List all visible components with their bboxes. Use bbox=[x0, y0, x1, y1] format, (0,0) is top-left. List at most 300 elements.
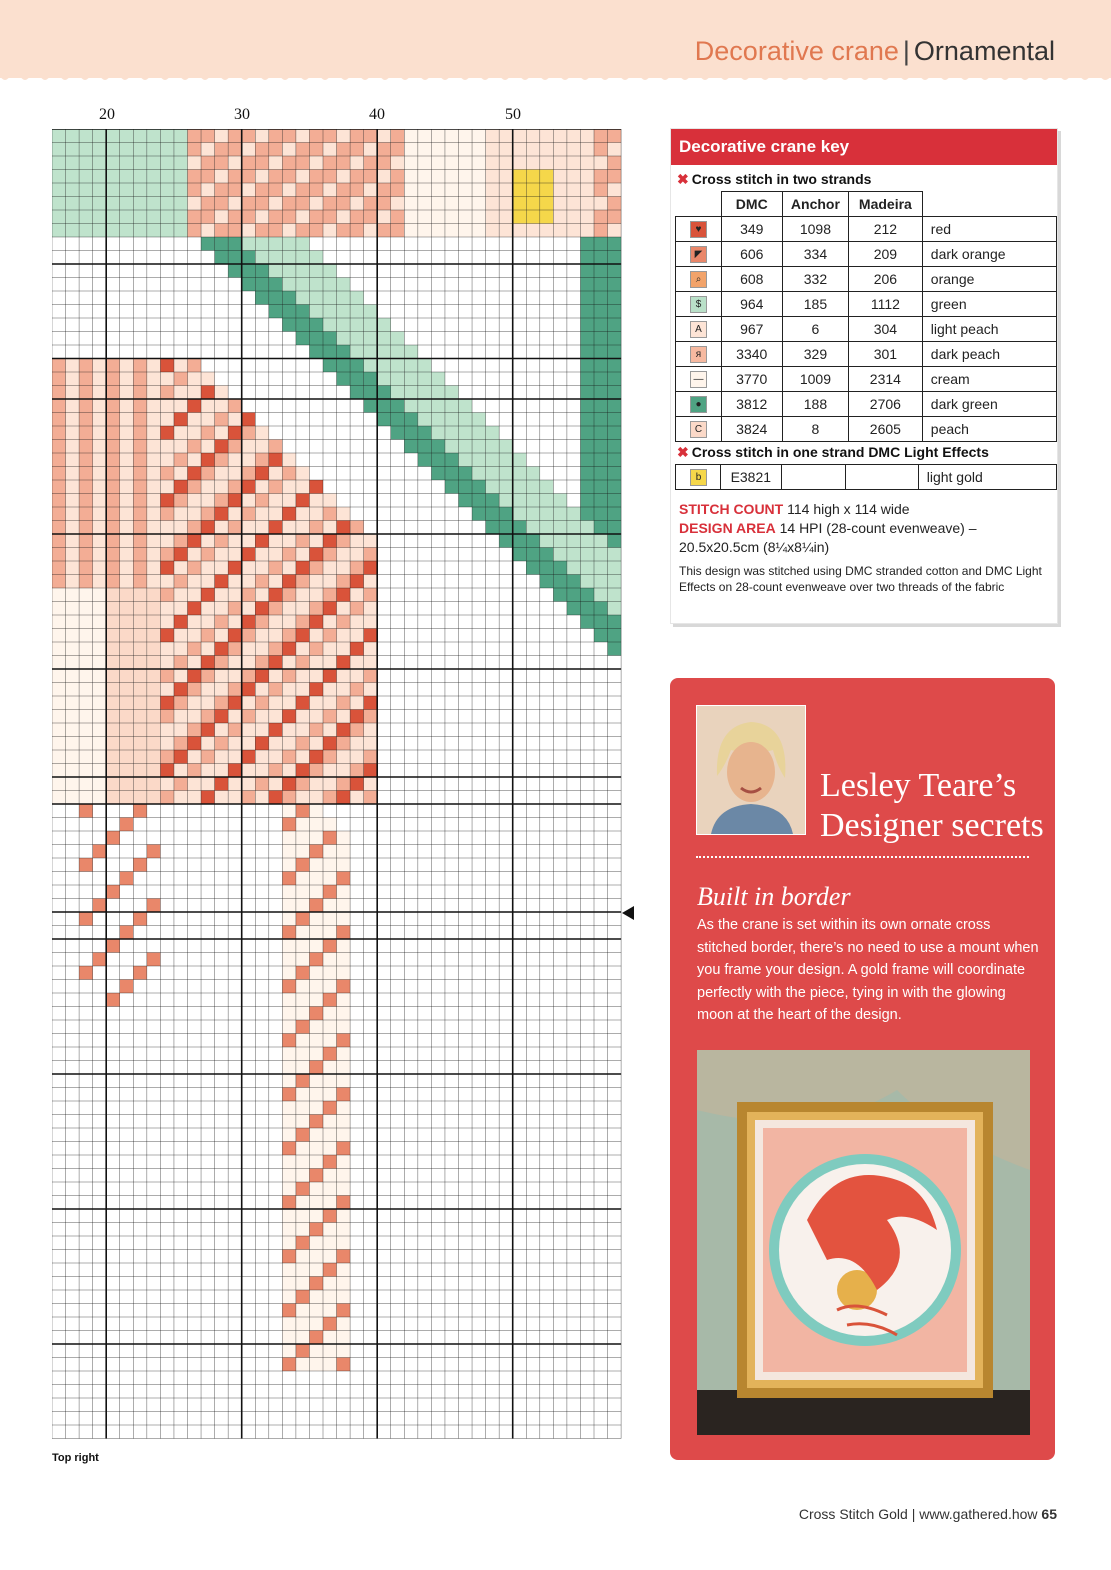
stitch-cell bbox=[228, 224, 242, 238]
orange-swatch: ⌕ bbox=[690, 271, 707, 288]
stitch-cell bbox=[540, 224, 554, 238]
stitch-cell bbox=[174, 669, 188, 683]
stitch-cell bbox=[337, 993, 351, 1007]
dark-peach-swatch: я bbox=[690, 346, 707, 363]
stitch-cell bbox=[309, 1317, 323, 1331]
stitch-cell bbox=[133, 197, 147, 211]
stitch-cell bbox=[147, 534, 161, 548]
stitch-cell bbox=[337, 1088, 351, 1102]
stitch-cell bbox=[323, 1223, 337, 1237]
stitch-cell bbox=[309, 858, 323, 872]
stitch-cell bbox=[79, 224, 93, 238]
stitch-cell bbox=[133, 912, 147, 926]
stitch-cell bbox=[106, 129, 120, 143]
stitch-cell bbox=[594, 629, 608, 643]
stitch-cell bbox=[215, 521, 229, 535]
stitch-cell bbox=[133, 791, 147, 805]
stitch-cell bbox=[309, 1007, 323, 1021]
stitch-cell bbox=[282, 129, 296, 143]
stitch-cell bbox=[93, 224, 107, 238]
stitch-cell bbox=[323, 1250, 337, 1264]
stitch-cell bbox=[608, 332, 622, 346]
key-dmc-cell: 967 bbox=[721, 317, 782, 342]
stitch-cell bbox=[269, 278, 283, 292]
stitch-cell bbox=[282, 966, 296, 980]
stitch-cell bbox=[242, 521, 256, 535]
stitch-cell bbox=[106, 170, 120, 184]
stitch-cell bbox=[174, 386, 188, 400]
stitch-cell bbox=[188, 494, 202, 508]
stitch-cell bbox=[580, 480, 594, 494]
stitch-cell bbox=[296, 791, 310, 805]
stitch-cell bbox=[337, 1196, 351, 1210]
stitch-cell bbox=[66, 575, 80, 589]
stitch-cell bbox=[147, 413, 161, 427]
stitch-cell bbox=[282, 1155, 296, 1169]
stitch-cell bbox=[269, 588, 283, 602]
stitch-cell bbox=[93, 156, 107, 170]
stitch-cell bbox=[404, 129, 418, 143]
stitch-cell bbox=[174, 696, 188, 710]
stitch-cell bbox=[120, 440, 134, 454]
stitch-cell bbox=[188, 183, 202, 197]
stitch-cell bbox=[364, 750, 378, 764]
stitch-cell bbox=[242, 183, 256, 197]
stitch-cell bbox=[377, 170, 391, 184]
stitch-cell bbox=[242, 575, 256, 589]
stitch-cell bbox=[255, 656, 269, 670]
stitch-cell bbox=[608, 575, 622, 589]
stitch-cell bbox=[282, 1115, 296, 1129]
stitch-cell bbox=[160, 156, 174, 170]
stitch-cell bbox=[174, 224, 188, 238]
stitch-cell bbox=[201, 386, 215, 400]
stitch-cell bbox=[120, 750, 134, 764]
stitch-cell bbox=[147, 953, 161, 967]
stitch-cell bbox=[269, 723, 283, 737]
stitch-cell bbox=[52, 642, 66, 656]
stitch-cell bbox=[594, 494, 608, 508]
stitch-cell bbox=[201, 791, 215, 805]
stitch-cell bbox=[66, 170, 80, 184]
stitch-cell bbox=[79, 669, 93, 683]
stitch-cell bbox=[323, 1277, 337, 1291]
stitch-cell bbox=[120, 615, 134, 629]
stitch-cell bbox=[323, 1236, 337, 1250]
stitch-cell bbox=[255, 750, 269, 764]
stitch-cell bbox=[188, 602, 202, 616]
stitch-cell bbox=[242, 278, 256, 292]
key-madeira-cell: 209 bbox=[848, 242, 922, 267]
stitch-cell bbox=[106, 480, 120, 494]
stitch-cell bbox=[553, 129, 567, 143]
stitch-cell bbox=[445, 440, 459, 454]
stitch-cell bbox=[594, 264, 608, 278]
stitch-cell bbox=[540, 507, 554, 521]
stitch-cell bbox=[79, 426, 93, 440]
stitch-cell bbox=[296, 872, 310, 886]
stitch-cell bbox=[323, 858, 337, 872]
stitch-cell bbox=[364, 224, 378, 238]
stitch-cell bbox=[472, 467, 486, 481]
stitch-cell bbox=[282, 831, 296, 845]
stitch-cell bbox=[282, 899, 296, 913]
stitch-cell bbox=[174, 197, 188, 211]
key-swatch-cell bbox=[676, 317, 722, 342]
stitch-cell bbox=[309, 561, 323, 575]
stitch-cell bbox=[499, 440, 513, 454]
stitch-cell bbox=[296, 1209, 310, 1223]
stitch-cell bbox=[147, 480, 161, 494]
stitch-cell bbox=[79, 467, 93, 481]
stitch-cell bbox=[120, 629, 134, 643]
stitch-cell bbox=[282, 1007, 296, 1021]
stitch-cell bbox=[93, 696, 107, 710]
stitch-cell bbox=[282, 480, 296, 494]
stitch-cell bbox=[106, 399, 120, 413]
stitch-cell bbox=[309, 575, 323, 589]
stitch-cell bbox=[93, 723, 107, 737]
stitch-cell bbox=[580, 440, 594, 454]
stitch-cell bbox=[350, 156, 364, 170]
stitch-cell bbox=[418, 386, 432, 400]
stitch-cell bbox=[486, 210, 500, 224]
stitch-cell bbox=[323, 872, 337, 886]
stitch-cell bbox=[120, 642, 134, 656]
stitch-cell bbox=[120, 467, 134, 481]
column-label-50: 50 bbox=[505, 106, 521, 123]
stitch-cell bbox=[66, 426, 80, 440]
stitch-cell bbox=[350, 764, 364, 778]
stitch-cell bbox=[526, 143, 540, 157]
stitch-cell bbox=[242, 669, 256, 683]
stitch-cell bbox=[337, 183, 351, 197]
key-swatch-cell bbox=[676, 242, 722, 267]
stitch-cell bbox=[309, 494, 323, 508]
stitch-cell bbox=[160, 629, 174, 643]
stitch-cell bbox=[580, 197, 594, 211]
stitch-cell bbox=[296, 561, 310, 575]
stitch-cell bbox=[215, 453, 229, 467]
stitch-cell bbox=[323, 939, 337, 953]
stitch-cell bbox=[296, 507, 310, 521]
stitch-cell bbox=[594, 453, 608, 467]
stitch-cell bbox=[486, 467, 500, 481]
stitch-cell bbox=[242, 588, 256, 602]
stitch-cell bbox=[282, 872, 296, 886]
stitch-cell bbox=[296, 804, 310, 818]
stitch-cell bbox=[228, 696, 242, 710]
stitch-cell bbox=[201, 399, 215, 413]
stitch-cell bbox=[337, 696, 351, 710]
key-dmc-cell: 3812 bbox=[721, 392, 782, 417]
stitch-cell bbox=[106, 521, 120, 535]
stitch-cell bbox=[309, 1263, 323, 1277]
stitch-cell bbox=[323, 507, 337, 521]
stitch-cell bbox=[309, 278, 323, 292]
stitch-cell bbox=[377, 359, 391, 373]
stitch-cell bbox=[486, 143, 500, 157]
stitch-cell bbox=[215, 467, 229, 481]
stitch-cell bbox=[93, 170, 107, 184]
stitch-cell bbox=[323, 791, 337, 805]
stitch-cell bbox=[580, 156, 594, 170]
stitch-cell bbox=[282, 1263, 296, 1277]
key-name-cell: orange bbox=[922, 267, 1056, 292]
stitch-cell bbox=[66, 413, 80, 427]
stitch-cell bbox=[608, 129, 622, 143]
stitch-cell bbox=[133, 453, 147, 467]
stitch-cell bbox=[282, 993, 296, 1007]
stitch-cell bbox=[309, 588, 323, 602]
stitch-cell bbox=[255, 534, 269, 548]
designer-name: Lesley Teare’s bbox=[820, 767, 1017, 804]
stitch-cell bbox=[540, 561, 554, 575]
stitch-cell bbox=[66, 386, 80, 400]
stitch-cell bbox=[106, 656, 120, 670]
stitch-cell bbox=[282, 197, 296, 211]
stitch-cell bbox=[364, 561, 378, 575]
stitch-cell bbox=[296, 912, 310, 926]
stitch-cell bbox=[431, 143, 445, 157]
stitch-cell bbox=[106, 359, 120, 373]
stitch-cell bbox=[337, 143, 351, 157]
header-separator: | bbox=[902, 36, 910, 66]
stitch-cell bbox=[133, 642, 147, 656]
stitch-cell bbox=[499, 170, 513, 184]
stitch-cell bbox=[242, 683, 256, 697]
stitch-cell bbox=[296, 845, 310, 859]
stitch-cell bbox=[513, 143, 527, 157]
stitch-cell bbox=[282, 1061, 296, 1075]
stitch-cell bbox=[540, 170, 554, 184]
stitch-cell bbox=[147, 696, 161, 710]
stitch-cell bbox=[269, 737, 283, 751]
key-dmc-cell: 349 bbox=[721, 217, 782, 242]
stitch-cell bbox=[282, 507, 296, 521]
stitch-cell bbox=[93, 453, 107, 467]
stitch-cell bbox=[79, 723, 93, 737]
stitch-cell bbox=[350, 656, 364, 670]
stitch-cell bbox=[309, 1290, 323, 1304]
key-dmc-header: DMC bbox=[721, 192, 782, 217]
stitch-cell bbox=[296, 615, 310, 629]
stitch-cell bbox=[296, 197, 310, 211]
key-section-label: Cross stitch in two strands bbox=[691, 171, 872, 187]
stitch-cell bbox=[147, 426, 161, 440]
stitch-cell bbox=[296, 980, 310, 994]
stitch-cell bbox=[608, 507, 622, 521]
designer-portrait bbox=[696, 705, 806, 835]
stitch-cell bbox=[255, 143, 269, 157]
stitch-cell bbox=[282, 278, 296, 292]
stitch-cell bbox=[337, 764, 351, 778]
stitch-cell bbox=[242, 480, 256, 494]
stitch-cell bbox=[147, 386, 161, 400]
stitch-cell bbox=[309, 723, 323, 737]
stitch-cell bbox=[513, 453, 527, 467]
stitch-cell bbox=[553, 575, 567, 589]
stitch-cell bbox=[269, 197, 283, 211]
design-area-label: DESIGN AREA bbox=[679, 520, 776, 536]
stitch-cell bbox=[594, 332, 608, 346]
stitch-cell bbox=[567, 210, 581, 224]
key-dmc-cell: 606 bbox=[721, 242, 782, 267]
key-name-cell: red bbox=[922, 217, 1056, 242]
stitch-cell bbox=[282, 858, 296, 872]
stitch-cell bbox=[608, 480, 622, 494]
stitch-cell bbox=[133, 777, 147, 791]
stitch-cell bbox=[242, 534, 256, 548]
stitch-cell bbox=[160, 197, 174, 211]
key-section-label: Cross stitch in one strand DMC Light Effects bbox=[691, 444, 989, 460]
stitch-cell bbox=[282, 1088, 296, 1102]
stitch-cell bbox=[282, 1236, 296, 1250]
stitch-cell bbox=[553, 521, 567, 535]
stitch-cell bbox=[445, 413, 459, 427]
stitch-cell bbox=[323, 1088, 337, 1102]
stitch-cell bbox=[282, 156, 296, 170]
stitch-cell bbox=[567, 561, 581, 575]
stitch-cell bbox=[160, 777, 174, 791]
stitch-cell bbox=[160, 602, 174, 616]
stitch-cell bbox=[228, 602, 242, 616]
stitch-cell bbox=[580, 399, 594, 413]
key-anchor-cell: 1009 bbox=[782, 367, 848, 392]
stitch-cell bbox=[282, 1277, 296, 1291]
stitch-cell bbox=[120, 723, 134, 737]
key-swatch-cell bbox=[676, 367, 722, 392]
stitch-cell bbox=[201, 521, 215, 535]
stitch-cell bbox=[309, 656, 323, 670]
stitch-cell bbox=[174, 210, 188, 224]
stitch-cell bbox=[309, 804, 323, 818]
stitch-cell bbox=[282, 1047, 296, 1061]
stitch-cell bbox=[188, 386, 202, 400]
stitch-cell bbox=[52, 359, 66, 373]
stitch-cell bbox=[133, 966, 147, 980]
stitch-cell bbox=[228, 615, 242, 629]
stitch-cell bbox=[567, 170, 581, 184]
stitch-cell bbox=[120, 602, 134, 616]
stitch-cell bbox=[364, 696, 378, 710]
stitch-cell bbox=[228, 507, 242, 521]
stitch-cell bbox=[215, 237, 229, 251]
stitch-cell bbox=[79, 791, 93, 805]
stitch-cell bbox=[52, 737, 66, 751]
stitch-cell bbox=[201, 372, 215, 386]
stitch-cell bbox=[309, 1074, 323, 1088]
stitch-cell bbox=[594, 440, 608, 454]
stitch-cell bbox=[580, 413, 594, 427]
stitch-cell bbox=[472, 426, 486, 440]
stitch-cell bbox=[567, 588, 581, 602]
stitch-cell bbox=[106, 993, 120, 1007]
stitch-cell bbox=[188, 156, 202, 170]
stitch-cell bbox=[215, 494, 229, 508]
stitch-cell bbox=[215, 791, 229, 805]
stitch-cell bbox=[133, 467, 147, 481]
stitch-cell bbox=[337, 602, 351, 616]
stitch-cell bbox=[174, 777, 188, 791]
stitch-cell bbox=[540, 183, 554, 197]
stitch-cell bbox=[282, 467, 296, 481]
stitch-cell bbox=[567, 156, 581, 170]
stitch-cell bbox=[404, 345, 418, 359]
stitch-cell bbox=[594, 156, 608, 170]
stitch-cell bbox=[431, 426, 445, 440]
stitch-cell bbox=[160, 210, 174, 224]
stitch-cell bbox=[282, 683, 296, 697]
stitch-cell bbox=[296, 1020, 310, 1034]
stitch-cell bbox=[323, 1196, 337, 1210]
stitch-cell bbox=[486, 480, 500, 494]
stitch-cell bbox=[188, 399, 202, 413]
stitch-cell bbox=[160, 723, 174, 737]
stitch-cell bbox=[201, 183, 215, 197]
stitch-cell bbox=[228, 588, 242, 602]
stitch-cell bbox=[309, 156, 323, 170]
stitch-cell bbox=[228, 197, 242, 211]
stitch-cell bbox=[174, 737, 188, 751]
stitch-cell bbox=[431, 413, 445, 427]
stitch-cell bbox=[513, 224, 527, 238]
key-name-cell: dark peach bbox=[922, 342, 1056, 367]
stitch-cell bbox=[52, 561, 66, 575]
stitch-cell bbox=[255, 480, 269, 494]
stitch-cell bbox=[215, 507, 229, 521]
stitch-cell bbox=[52, 480, 66, 494]
stitch-cell bbox=[540, 143, 554, 157]
stitch-cell bbox=[323, 966, 337, 980]
stitch-cell bbox=[526, 561, 540, 575]
stitch-cell bbox=[106, 156, 120, 170]
stitch-cell bbox=[391, 197, 405, 211]
stitch-cell bbox=[66, 156, 80, 170]
stitch-cell bbox=[133, 170, 147, 184]
stitch-cell bbox=[364, 210, 378, 224]
stitch-cell bbox=[567, 183, 581, 197]
stitch-cell bbox=[269, 143, 283, 157]
stitch-cell bbox=[364, 683, 378, 697]
key-madeira-cell: 1112 bbox=[848, 292, 922, 317]
stitch-cell bbox=[513, 507, 527, 521]
stitch-cell bbox=[282, 615, 296, 629]
stitch-cell bbox=[79, 602, 93, 616]
stitch-cell bbox=[79, 710, 93, 724]
stitch-cell bbox=[594, 210, 608, 224]
stitch-cell bbox=[309, 1034, 323, 1048]
stitch-cell bbox=[66, 399, 80, 413]
stitch-cell bbox=[337, 345, 351, 359]
stitch-cell bbox=[580, 615, 594, 629]
stitch-cell bbox=[391, 359, 405, 373]
stitch-cell bbox=[242, 210, 256, 224]
stitch-cell bbox=[350, 305, 364, 319]
stitch-cell bbox=[337, 656, 351, 670]
stitch-cell bbox=[296, 1250, 310, 1264]
stitch-cell bbox=[309, 602, 323, 616]
stitch-cell bbox=[580, 278, 594, 292]
stitch-cell bbox=[255, 764, 269, 778]
stitch-cell bbox=[499, 183, 513, 197]
stitch-cell bbox=[323, 1061, 337, 1075]
stitch-cell bbox=[160, 467, 174, 481]
peach-swatch: C bbox=[690, 421, 707, 438]
stitch-cell bbox=[269, 575, 283, 589]
stitch-cell bbox=[255, 723, 269, 737]
stitch-cell bbox=[133, 602, 147, 616]
